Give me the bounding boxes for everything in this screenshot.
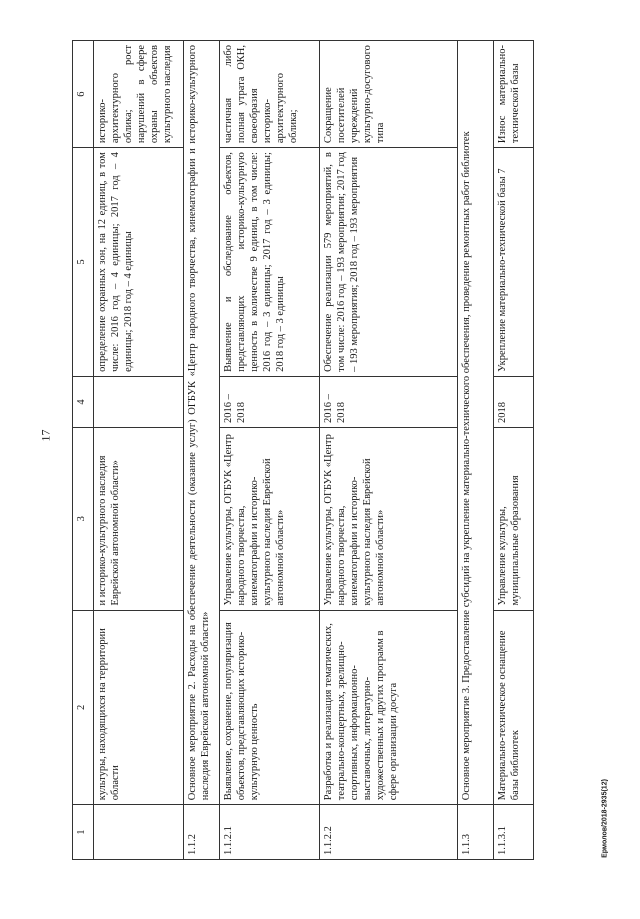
measure-name: Разработка и реализация тематических, театрально-концертных, зрелищно-спортивных, информационно-выставочных, литературно-художественных и других программ в сфере организации досуга	[320, 610, 458, 805]
table-row	[494, 41, 534, 860]
row-number: 1.1.2.2	[320, 805, 458, 860]
section-row	[184, 41, 220, 860]
row-number	[94, 805, 184, 860]
section-row	[458, 41, 494, 860]
responsible: Управление культуры, ОГБУК «Центр народного творчества, кинематографии и историко-культурного наследия Еврейской автономной области»	[220, 428, 320, 611]
consequences: Сокращение посетителей учреждений культурно-досугового типа	[320, 41, 458, 148]
header-cell-6: 6	[73, 41, 94, 148]
expected-result: определение охранных зон, на 12 единиц, в том числе: 2016 год – 4 единицы; 2017 год – 4 единицы; 2018 год – 4 единицы	[94, 148, 184, 377]
page-number: 17	[38, 429, 53, 442]
expected-result: Обеспечение реализации 579 мероприятий, в том числе: 2016 год – 193 мероприятия; 2017 год – 193 мероприятия; 2018 год – 193 мероприятия	[320, 148, 458, 377]
measure-name: Выявление, сохранение, популяризация объектов, представляющих историко-культурную ценность	[220, 610, 320, 805]
header-cell-5: 5	[73, 148, 94, 377]
header-cell-2: 2	[73, 610, 94, 805]
program-measures-table	[72, 40, 534, 860]
responsible: Управление культуры, ОГБУК «Центр народного творчества, кинематографии и историко-культурного наследия Еврейской автономной области»	[320, 428, 458, 611]
consequences: Износ материально-технической базы	[494, 41, 534, 148]
row-number: 1.1.2	[184, 805, 220, 860]
period	[94, 376, 184, 427]
measure-name: Материально-техническое оснащение базы библиотек	[494, 610, 534, 805]
table-row	[320, 41, 458, 860]
table-row	[94, 41, 184, 860]
program-measures-table-wrapper	[72, 40, 592, 860]
period: 2018	[494, 376, 534, 427]
header-cell-4: 4	[73, 376, 94, 427]
document-stamp: Ермолов/2018-2935(12)	[601, 779, 609, 858]
responsible: и историко-культурного наследия Еврейской автономной области»	[94, 428, 184, 611]
section-title: Основное мероприятие 3. Предоставление субсидий на укрепление материально-технического обеспечения, проведение ремонтных работ библиотек	[458, 41, 494, 805]
header-cell-3: 3	[73, 428, 94, 611]
period: 2016 – 2018	[320, 376, 458, 427]
period: 2016 – 2018	[220, 376, 320, 427]
responsible: Управление культуры, муниципальные образования	[494, 428, 534, 611]
header-cell-1: 1	[73, 805, 94, 860]
consequences: частичная либо полная утрата ОКН, своеобразия историко-архитектурного облика;	[220, 41, 320, 148]
row-number: 1.1.3	[458, 805, 494, 860]
section-title: Основное мероприятие 2. Расходы на обеспечение деятельности (оказание услуг) ОГБУК «Центр народного творчества, кинематографии и историко-культурного наследия Еврейской автономной области»	[184, 41, 220, 805]
consequences: историко-архитектурного облика; рост нарушений в сфере охраны объектов культурного наследия	[94, 41, 184, 148]
row-number: 1.1.2.1	[220, 805, 320, 860]
expected-result: Укрепление материально-технической базы 7	[494, 148, 534, 377]
table-row	[220, 41, 320, 860]
header-row	[73, 41, 94, 860]
row-number: 1.1.3.1	[494, 805, 534, 860]
measure-name: культуры, находящихся на территории области	[94, 610, 184, 805]
expected-result: Выявление и обследование объектов, представляющих историко-культурную ценность в количестве 9 единиц, в том числе: 2016 год – 3 единицы; 2017 год – 3 единицы; 2018 год – 3 единицы	[220, 148, 320, 377]
